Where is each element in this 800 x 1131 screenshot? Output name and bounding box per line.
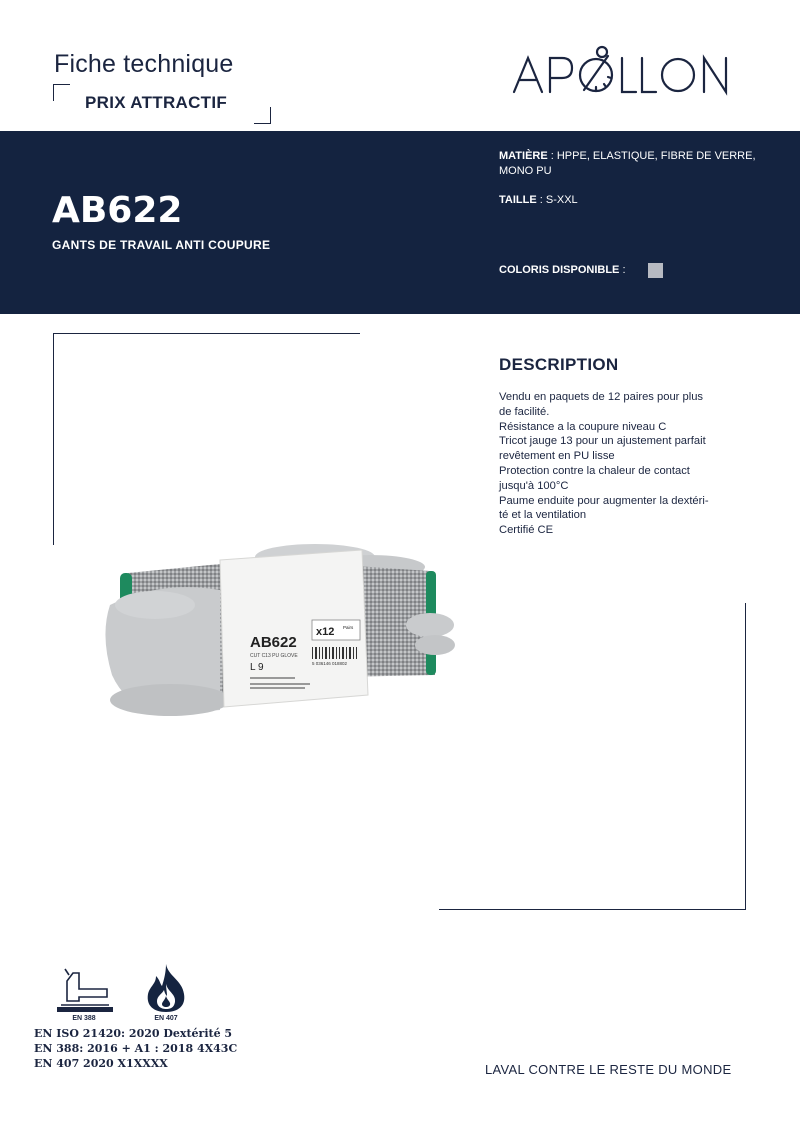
frame-line (53, 333, 54, 545)
standard-line: EN ISO 21420: 2020 Dextérité 5 (34, 1027, 233, 1040)
color-swatch-grey (648, 263, 663, 278)
material-value: : HPPE, ELASTIQUE, FIBRE DE VERRE, MONO PU (499, 150, 756, 177)
standards-list (34, 1026, 237, 1071)
pictogram-label: EN 388 (72, 1015, 96, 1021)
frame-line (53, 333, 360, 334)
standard-line: EN 388: 2016 + A1 : 2018 4X43C (34, 1042, 238, 1055)
description-line: Protection contre la chaleur de contact jusqu'à 100°C (499, 464, 690, 492)
pictogram-label: EN 407 (154, 1015, 178, 1022)
colors-label: COLORIS DISPONIBLE (499, 264, 620, 276)
pack-subtitle: CUT C13 PU GLOVE (250, 653, 298, 659)
bracket-top-left (53, 84, 70, 101)
material-spec (499, 149, 769, 179)
description-line: Résistance a la coupure niveau C (499, 420, 667, 433)
standard-line: EN 407 2020 X1XXXX (34, 1057, 168, 1070)
description-line: Tricot jauge 13 pour un ajustement parfait revêtement en PU lisse (499, 435, 706, 463)
product-name: GANTS DE TRAVAIL ANTI COUPURE (52, 238, 271, 252)
pack-count: x12 (316, 626, 335, 638)
bracket-bottom-right (254, 107, 271, 124)
doc-type-title: Fiche technique (54, 50, 234, 78)
size-label: TAILLE (499, 194, 537, 206)
description-list (499, 390, 714, 538)
colors-spec (499, 263, 769, 278)
description-line: Vendu en paquets de 12 paires pour plus de facilité. (499, 391, 704, 418)
product-code: AB622 (52, 190, 183, 231)
description-line: Paume enduite pour augmenter la dextéri-té et la ventilation (499, 494, 709, 522)
description-title: DESCRIPTION (499, 355, 619, 374)
tagline: PRIX ATTRACTIF (85, 93, 228, 112)
product-image (100, 535, 460, 725)
pack-size: L 9 (250, 662, 264, 673)
pack-barcode-text: 5 036146 018802 (312, 661, 348, 666)
flame-icon (142, 962, 190, 1022)
en407-pictogram (142, 962, 190, 1022)
size-value: : S-XXL (539, 194, 578, 206)
pack-code: AB622 (250, 634, 297, 651)
pack-count-unit: Pairs (343, 625, 354, 630)
footer-slogan: LAVAL CONTRE LE RESTE DU MONDE (485, 1062, 732, 1077)
material-label: MATIÈRE (499, 150, 548, 162)
en388-pictogram (55, 965, 113, 1021)
description-line: Certifié CE (499, 524, 554, 537)
frame-line (439, 909, 746, 910)
mechanical-risk-icon (55, 965, 113, 1021)
size-spec (499, 193, 769, 208)
frame-line (745, 603, 746, 910)
brand-logo (510, 40, 750, 100)
colors-sep: : (622, 264, 626, 276)
